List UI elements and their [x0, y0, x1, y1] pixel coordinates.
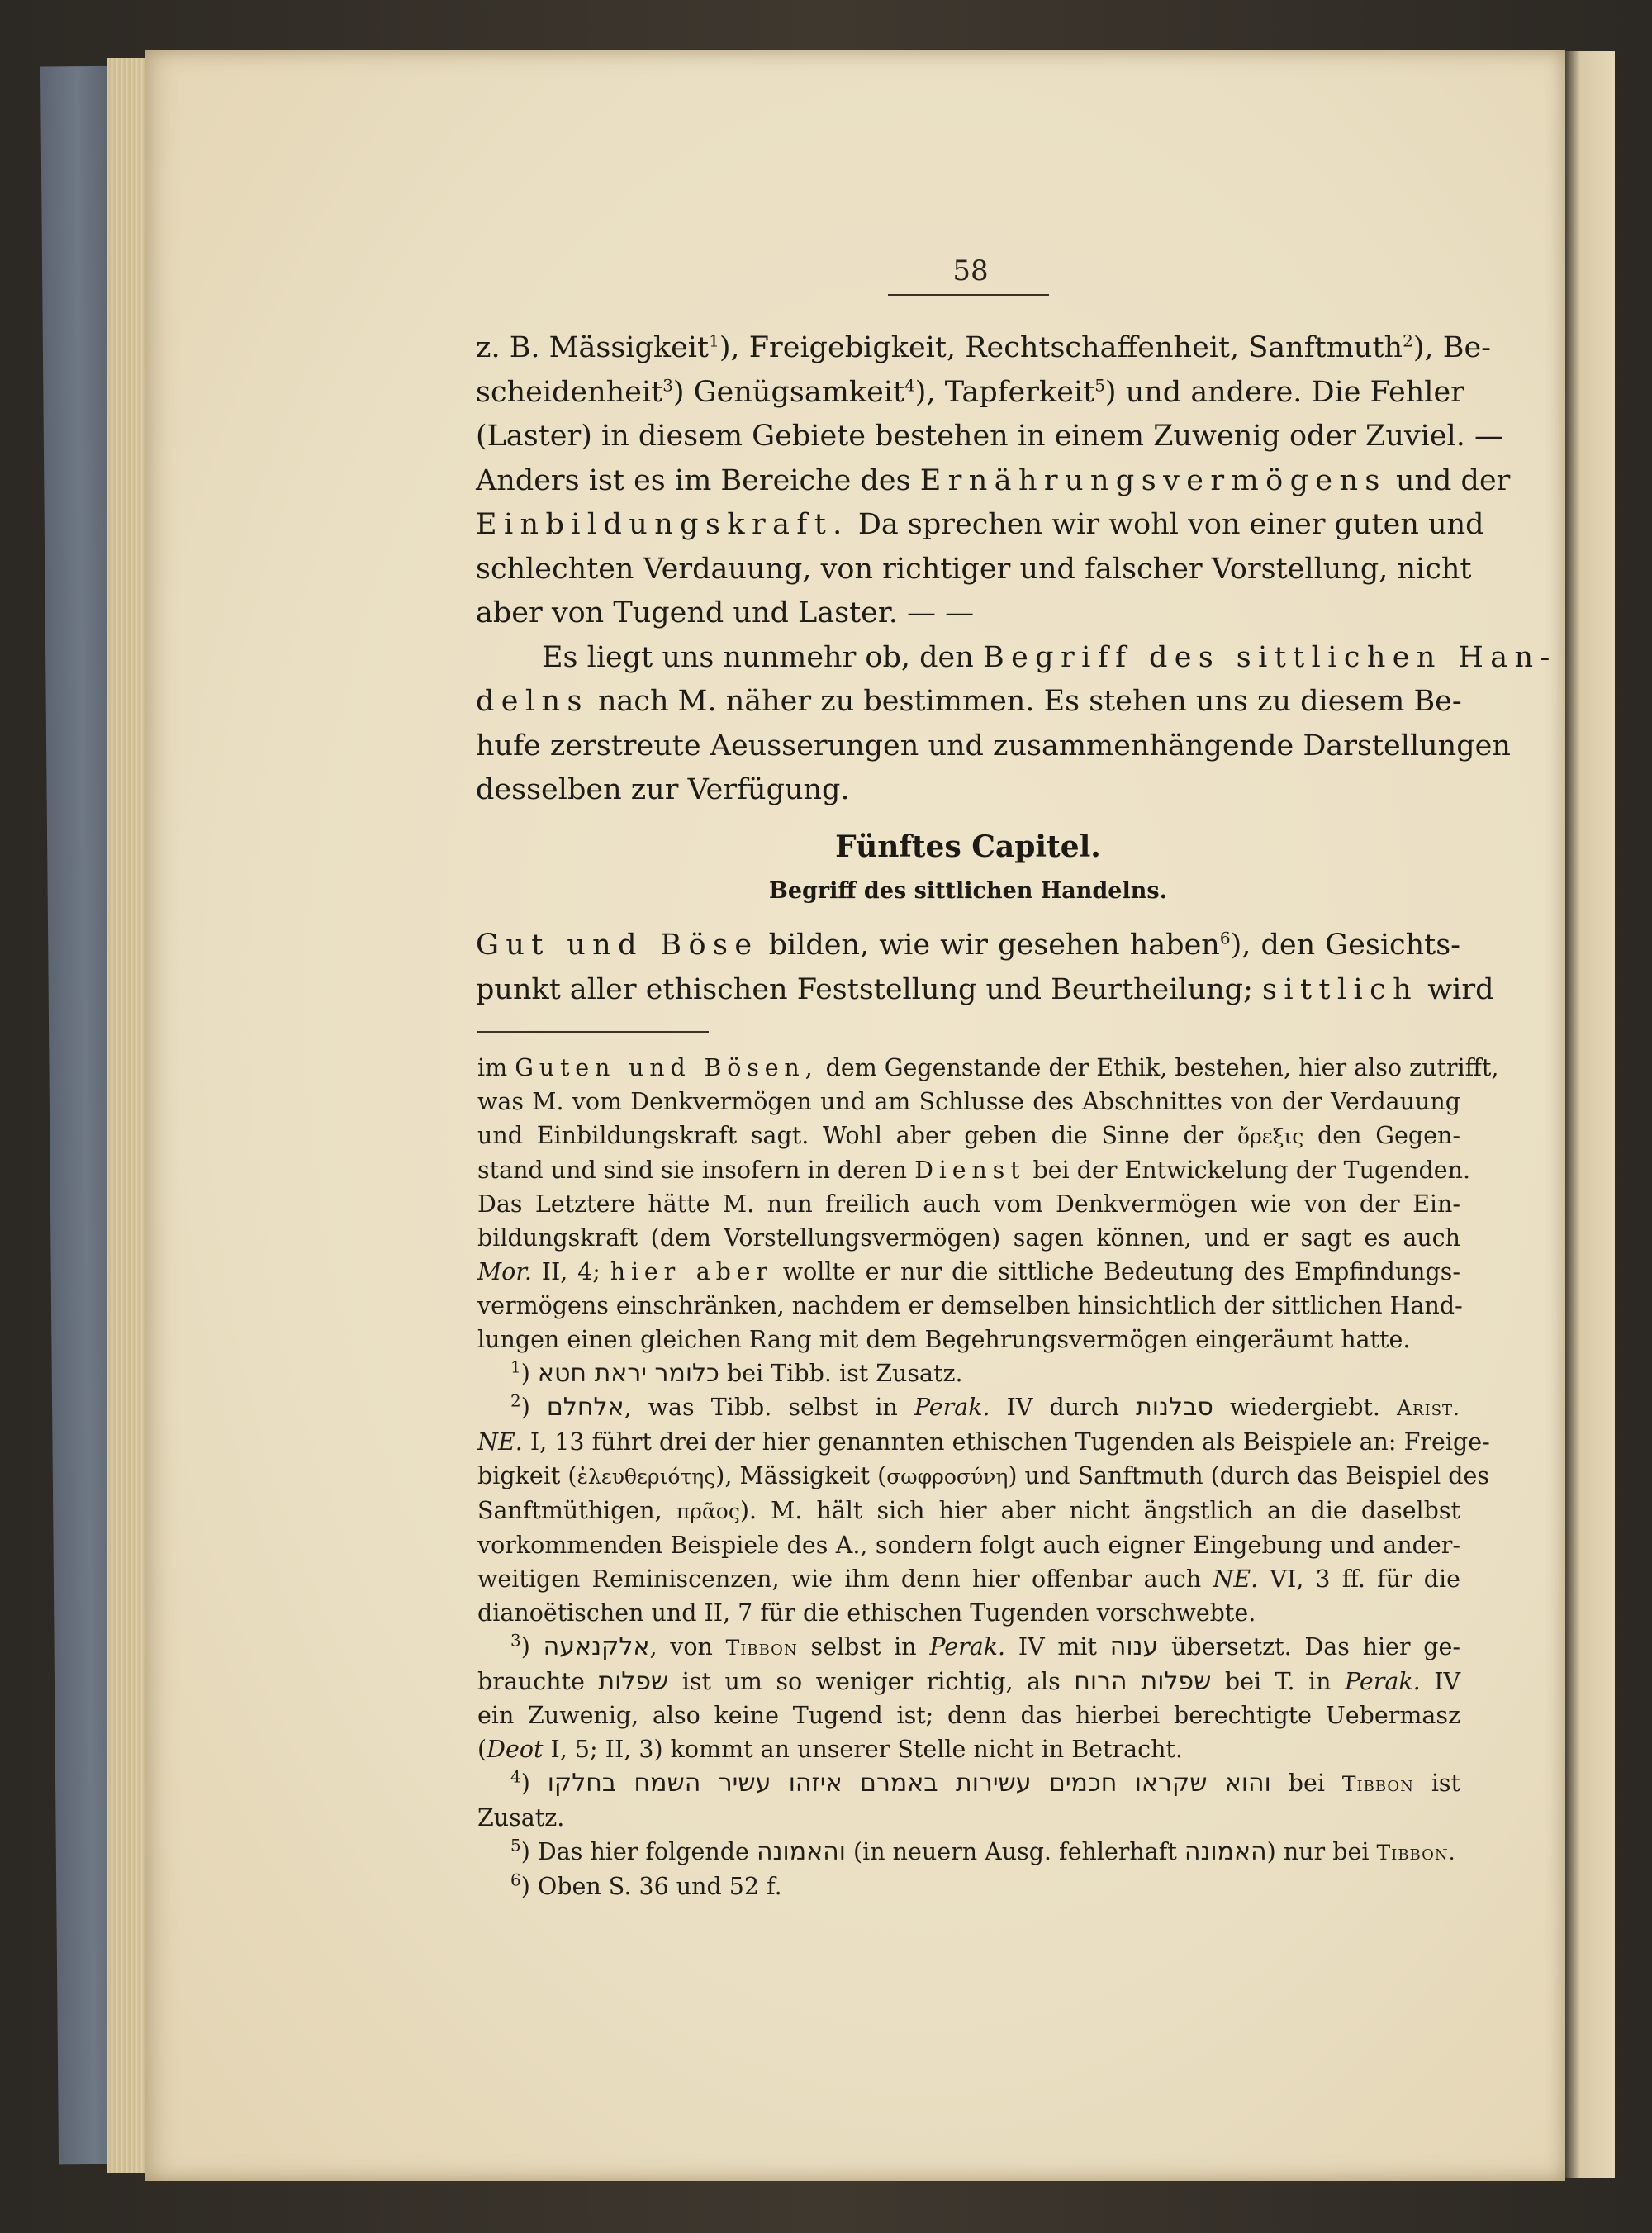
footnote-line: vorkommenden Beispiele des A., sondern folgt auch eigner Eingebung und ander- [477, 1532, 1460, 1559]
footnote-line: bigkeit (ἐλευθεριότης), Mässigkeit (σωφροσύνη) und Sanftmuth (durch das Beispiel des [477, 1462, 1489, 1489]
text-line: hufe zerstreute Aeusserungen und zusammenhängende Darstellungen [476, 729, 1511, 763]
footnote-line: weitigen Reminiscenzen, wie ihm denn hier offenbar auch NE. VI, 3 ff. für die [477, 1565, 1461, 1593]
footnote-line: (Deot I, 5; II, 3) kommt an unserer Stelle nicht in Betracht. [477, 1736, 1183, 1763]
text-line: desselben zur Verfügung. [476, 773, 850, 806]
footnote-line: und Einbildungskraft sagt. Wohl aber geben die Sinne der ὄρεξις den Gegen- [477, 1122, 1460, 1149]
text-line: delns nach M. näher zu bestimmen. Es stehen uns zu diesem Be- [476, 685, 1462, 718]
text-line: scheidenheit$^3$) Genügsamkeit$^4$), Tapferkeit$^5$) und andere. Die Fehler [476, 374, 1464, 409]
footnote-4: $^4$) והוא שקראו חכמים עשירות באמרם איזהו עשיר השמח בחלקו bei Tibbon ist [510, 1766, 1461, 1798]
footnote-line: ein Zuwenig, also keine Tugend ist; denn das hierbei berechtigte Uebermasz [477, 1702, 1460, 1729]
text-line: (Laster) in diesem Gebiete bestehen in einem Zuwenig oder Zuviel. — [476, 420, 1504, 453]
text-line: Es liegt uns nunmehr ob, den Begriff des sittlichen Han- [542, 640, 1557, 674]
footnote-line: Zusatz. [477, 1804, 565, 1832]
footnote-line: was M. vom Denkvermögen und am Schlusse des Abschnittes von der Verdauung [477, 1088, 1460, 1115]
footnote-6: $^6$) Oben S. 36 und 52 f. [510, 1870, 782, 1900]
footnote-line: Sanftmüthigen, πρᾶος). M. hält sich hier aber nicht ängstlich an die daselbst [477, 1497, 1460, 1524]
facing-page-edge [1565, 51, 1615, 2178]
footnote-line: Mor. II, 4; hier aber wollte er nur die sittliche Bedeutung des Empfindungs- [477, 1258, 1461, 1285]
page-number-rule [888, 294, 1049, 296]
text-line: Anders ist es im Bereiche des Ernährungsvermögens und der [476, 463, 1511, 497]
footnote-line: dianoëtischen und II, 7 für die ethischen Tugenden vorschwebte. [477, 1599, 1256, 1627]
text-line: aber von Tugend und Laster. — — [476, 596, 975, 630]
footnote-2: $^2$) אלחלם, was Tibb. selbst in Perak. IV durch סבלנות wiedergiebt. Arist. [510, 1390, 1460, 1422]
chapter-subtitle: Begriff des sittlichen Handelns. [769, 878, 1167, 904]
footnote-line: stand und sind sie insofern in deren Dienst bei der Entwickelung der Tugenden. [477, 1157, 1471, 1184]
footnotes [477, 1051, 1499, 1903]
footnote-line: NE. I, 13 führt drei der hier genannten ethischen Tugenden als Beispiele an: Freige- [477, 1428, 1490, 1456]
footnote-line: vermögens einschränken, nachdem er demselben hinsichtlich der sittlichen Hand- [477, 1292, 1463, 1319]
footnote-3: $^3$) אלקנאעה, von Tibbon selbst in Perak. IV mit ענוה übersetzt. Das hier ge- [510, 1630, 1461, 1661]
text-line: schlechten Verdauung, von richtiger und falscher Vorstellung, nicht [476, 552, 1472, 586]
footnote-line: lungen einen gleichen Rang mit dem Begehrungsvermögen eingeräumt hatte. [477, 1326, 1411, 1353]
chapter-title: Fünftes Capitel. [835, 829, 1101, 864]
footnote-line: brauchte שפלות ist um so weniger richtig, als שפלות הרוח bei T. in Perak. IV [477, 1667, 1461, 1696]
main-text [476, 326, 1557, 813]
text-line: Gut und Böse bilden, wie wir gesehen haben$^6$), den Gesichts- [476, 928, 1461, 962]
text-line: z. B. Mässigkeit$^1$), Freigebigkeit, Rechtschaffenheit, Sanftmuth$^2$), Be- [476, 330, 1491, 364]
footnote-1: $^1$) כלומר יראת חטא bei Tibb. ist Zusatz. [510, 1356, 963, 1388]
chapter-text [476, 924, 1494, 1012]
page-number: 58 [952, 254, 989, 287]
footnote-line: im Guten und Bösen, dem Gegenstande der Ethik, bestehen, hier also zutrifft, [477, 1054, 1499, 1081]
footnote-line: bildungskraft (dem Vorstellungsvermögen) sagen können, und er sagt es auch [477, 1224, 1460, 1252]
footnote-rule [477, 1031, 709, 1033]
footnote-line: Das Letztere hätte M. nun freilich auch vom Denkvermögen wie von der Ein- [477, 1190, 1460, 1218]
footnote-5: $^5$) Das hier folgende והאמונה (in neuern Ausg. fehlerhaft האמונה) nur bei Tibbon. [510, 1835, 1456, 1866]
text-line: punkt aller ethischen Feststellung und Beurtheilung; sittlich wird [476, 972, 1494, 1006]
text-line: Einbildungskraft. Da sprechen wir wohl von einer guten und [476, 508, 1484, 541]
